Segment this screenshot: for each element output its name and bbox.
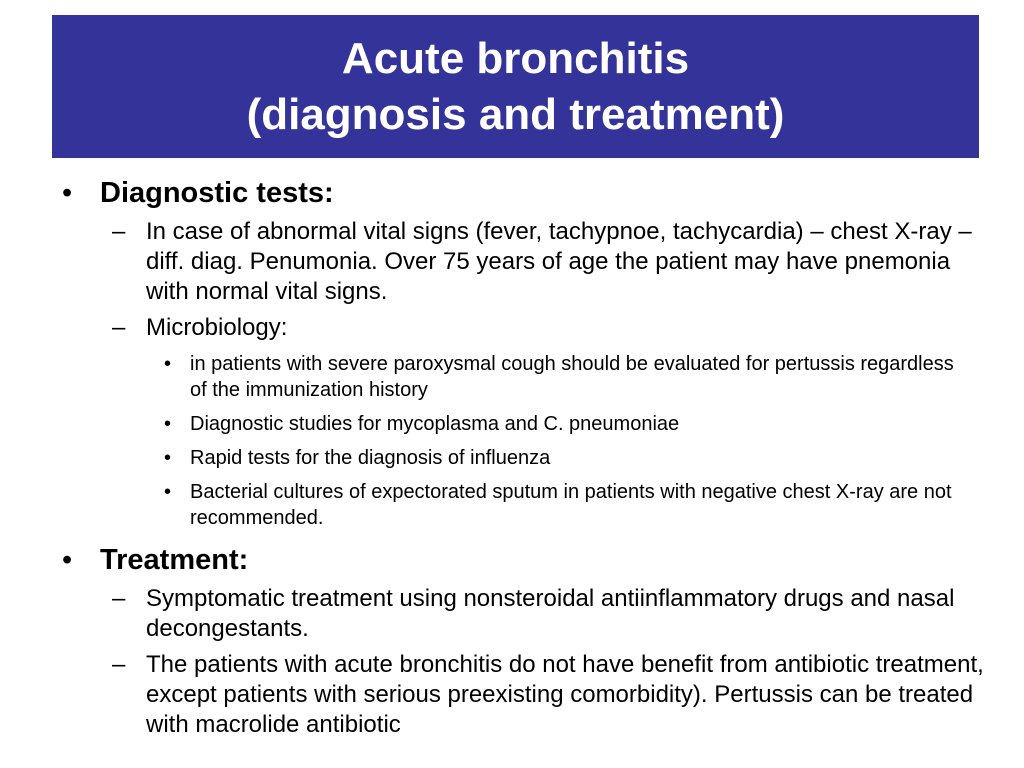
title-line-2: (diagnosis and treatment) xyxy=(246,89,785,139)
list-item-text: The patients with acute bronchitis do not have benefit from antibiotic treatment, except patients with serious preexisting comorbidity). Pertussis can be treated with macrolide antibiotic xyxy=(146,651,984,738)
section-heading-text: Diagnostic tests: xyxy=(100,177,334,209)
title-banner xyxy=(52,15,979,158)
dash-marker: – xyxy=(112,218,126,245)
bullet-marker: • xyxy=(164,447,172,469)
bullet-marker: • xyxy=(164,481,172,503)
sub-item-pertussis-evaluation xyxy=(0,351,1024,403)
list-item-antibiotic-treatment xyxy=(0,650,1024,740)
dash-marker: – xyxy=(112,314,126,341)
sub-item-text: Diagnostic studies for mycoplasma and C. pneumoniae xyxy=(190,413,680,435)
section-heading-diagnostic xyxy=(0,176,1024,211)
sub-item-mycoplasma-studies xyxy=(0,411,1024,437)
list-item-text: Symptomatic treatment using nonsteroidal antiinflammatory drugs and nasal decongestants. xyxy=(146,585,955,642)
bullet-marker: • xyxy=(62,544,73,576)
section-heading-treatment xyxy=(0,543,1024,578)
dash-marker: – xyxy=(112,651,126,678)
sub-item-text: Rapid tests for the diagnosis of influenza xyxy=(190,447,551,469)
slide-content xyxy=(0,170,1024,740)
sub-item-bacterial-cultures xyxy=(0,479,1024,531)
title-line-1: Acute bronchitis xyxy=(341,33,690,83)
sub-item-text: Bacterial cultures of expectorated sputum in patients with negative chest X-ray are not recommended. xyxy=(190,481,952,529)
bullet-marker: • xyxy=(164,413,172,435)
list-item-microbiology xyxy=(0,313,1024,343)
list-item-symptomatic-treatment xyxy=(0,584,1024,644)
bullet-marker: • xyxy=(164,353,172,375)
bullet-marker: • xyxy=(62,177,73,209)
list-item-abnormal-vital-signs xyxy=(0,217,1024,307)
sub-item-text: in patients with severe paroxysmal cough should be evaluated for pertussis regardless of the immunization history xyxy=(190,353,954,401)
section-heading-text: Treatment: xyxy=(100,544,249,576)
list-item-text: In case of abnormal vital signs (fever, tachypnoe, tachycardia) – chest X-ray – diff. diag. Penumonia. Over 75 years of age the patient may have pnemonia with normal vital signs. xyxy=(146,218,972,305)
dash-marker: – xyxy=(112,585,126,612)
sub-item-influenza-tests xyxy=(0,445,1024,471)
list-item-text: Microbiology: xyxy=(146,314,288,341)
